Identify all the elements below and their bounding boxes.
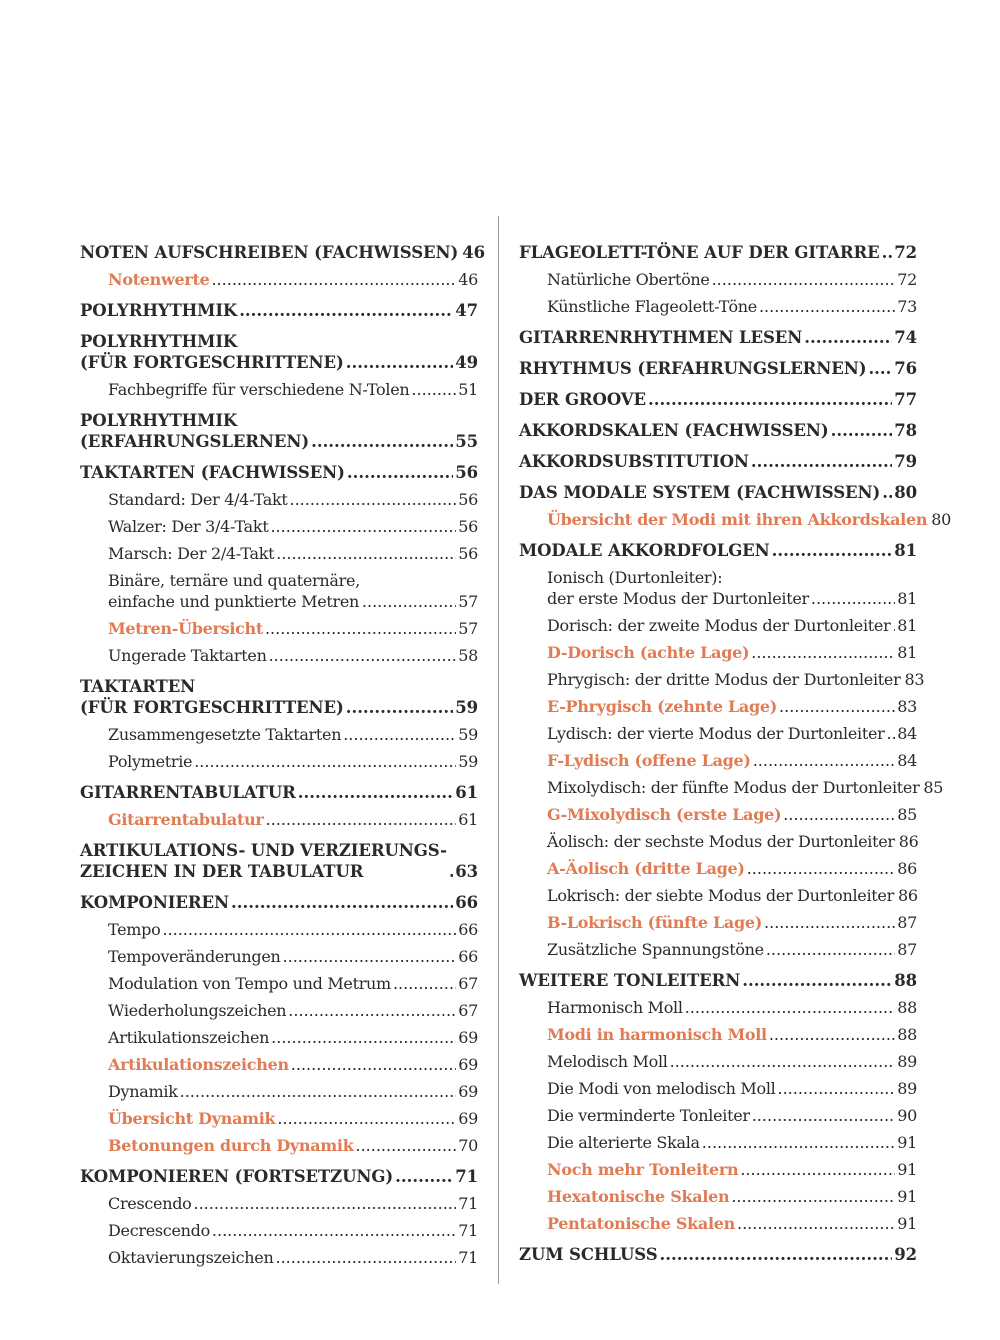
- toc-entry-title: Künstliche Flageolett-Töne: [547, 297, 757, 316]
- toc-page-number: 91: [897, 1133, 917, 1152]
- toc-chapter-entry[interactable]: [519, 420, 917, 441]
- toc-section-entry[interactable]: [80, 919, 478, 940]
- toc-entry-title: Mixolydisch: der fünfte Modus der Durtonleiter: [547, 778, 920, 797]
- toc-entry-title: Artikulationszeichen: [108, 1028, 270, 1047]
- toc-page-number: 69: [458, 1082, 478, 1101]
- toc-section-entry[interactable]: [519, 831, 917, 852]
- toc-section-entry[interactable]: [80, 379, 478, 400]
- dot-leader: [769, 1024, 895, 1045]
- toc-entry-title: F-Lydisch (offene Lage): [547, 751, 751, 770]
- toc-chapter-entry[interactable]: [80, 462, 478, 483]
- dot-leader: [751, 642, 895, 663]
- toc-entry-title: Ionisch (Durtonleiter): der erste Modus der Durtonleiter: [547, 568, 809, 608]
- toc-section-entry[interactable]: [80, 645, 478, 666]
- toc-chapter-entry[interactable]: [80, 676, 478, 718]
- dot-leader: [291, 1054, 456, 1075]
- toc-page-number: 80: [931, 510, 951, 529]
- toc-section-entry[interactable]: [519, 1078, 917, 1099]
- toc-entry-title: Dorisch: der zweite Modus der Durtonleiter: [547, 616, 891, 635]
- toc-entry-title: POLYRHYTHMIK (ERFAHRUNGSLERNEN): [80, 411, 310, 451]
- toc-page-number: 59: [458, 725, 478, 744]
- dot-leader: [882, 242, 893, 263]
- dot-leader: [882, 482, 892, 503]
- toc-entry-title: B-Lokrisch (fünfte Lage): [547, 913, 763, 932]
- toc-page-number: 87: [897, 940, 917, 959]
- toc-entry-title: Modi in harmonisch Moll: [547, 1025, 767, 1044]
- toc-entry-title: RHYTHMUS (ERFAHRUNGSLERNEN): [519, 359, 867, 378]
- dot-leader: [766, 939, 895, 960]
- toc-page-number: 61: [458, 810, 478, 829]
- dot-leader: [194, 751, 456, 772]
- toc-entry-title: POLYRHYTHMIK: [80, 301, 238, 320]
- toc-chapter-entry[interactable]: [519, 327, 917, 348]
- toc-entry-title: TAKTARTEN (FACHWISSEN): [80, 463, 345, 482]
- toc-chapter-entry[interactable]: [80, 892, 478, 913]
- toc-page-number: 67: [458, 974, 478, 993]
- toc-entry-title: ZUM SCHLUSS: [519, 1245, 658, 1264]
- toc-entry-title: Übersicht Dynamik: [108, 1109, 276, 1128]
- toc-section-entry[interactable]: [519, 1132, 917, 1153]
- toc-entry-title: Die verminderte Tonleiter: [547, 1106, 750, 1125]
- dot-leader: [804, 327, 892, 348]
- toc-section-entry[interactable]: [519, 509, 951, 530]
- dot-leader: [740, 1159, 895, 1180]
- dot-leader: [288, 1000, 456, 1021]
- toc-page-number: 56: [458, 517, 478, 536]
- toc-section-entry[interactable]: [80, 570, 478, 612]
- toc-page-number: 46: [462, 243, 485, 262]
- toc-entry-title: AKKORDSUBSTITUTION: [519, 452, 749, 471]
- toc-entry-title: NOTEN AUFSCHREIBEN (FACHWISSEN): [80, 243, 459, 262]
- toc-section-entry[interactable]: [80, 1247, 478, 1268]
- dot-leader: [742, 970, 892, 991]
- dot-leader: [759, 296, 895, 317]
- toc-page-number: 59: [455, 698, 478, 717]
- toc-chapter-entry[interactable]: [519, 389, 917, 410]
- toc-page-number: 88: [894, 971, 917, 990]
- toc-page-number: 72: [897, 270, 917, 289]
- toc-page-number: 81: [897, 616, 917, 635]
- dot-leader: [783, 804, 895, 825]
- toc-section-entry[interactable]: [519, 997, 917, 1018]
- toc-chapter-entry[interactable]: [80, 782, 478, 803]
- toc-entry-title: Äolisch: der sechste Modus der Durtonleiter: [547, 832, 895, 851]
- dot-leader: [180, 1081, 457, 1102]
- toc-section-entry[interactable]: [519, 804, 917, 825]
- toc-chapter-entry[interactable]: [519, 1244, 917, 1265]
- toc-section-entry[interactable]: [80, 618, 478, 639]
- toc-entry-title: A-Äolisch (dritte Lage): [547, 859, 745, 878]
- dot-leader: [211, 269, 456, 290]
- dot-leader: [266, 809, 457, 830]
- toc-chapter-entry[interactable]: [519, 451, 917, 472]
- toc-section-entry[interactable]: [519, 1024, 917, 1045]
- dot-leader: [290, 489, 457, 510]
- dot-leader: [751, 451, 892, 472]
- toc-entry-title: Die alterierte Skala: [547, 1133, 700, 1152]
- toc-page-number: 63: [455, 862, 478, 881]
- toc-entry-title: GITARRENTABULATUR: [80, 783, 296, 802]
- dot-leader: [887, 723, 896, 744]
- toc-page-number: 57: [458, 592, 478, 611]
- toc-right-column: [519, 240, 951, 1265]
- toc-page-number: 46: [458, 270, 478, 289]
- toc-section-entry[interactable]: [519, 1105, 917, 1126]
- toc-section-entry[interactable]: [80, 1108, 478, 1129]
- toc-section-entry[interactable]: [519, 912, 917, 933]
- toc-entry-title: Marsch: Der 2/4-Takt: [108, 544, 275, 563]
- toc-page-number: 85: [897, 805, 917, 824]
- toc-section-entry[interactable]: [80, 489, 478, 510]
- toc-page-number: 90: [897, 1106, 917, 1125]
- toc-section-entry[interactable]: [519, 269, 917, 290]
- toc-page-number: 71: [458, 1194, 478, 1213]
- toc-entry-title: KOMPONIEREN: [80, 893, 229, 912]
- toc-section-entry[interactable]: [80, 751, 478, 772]
- dot-leader: [892, 615, 895, 636]
- toc-section-entry[interactable]: [80, 809, 478, 830]
- toc-entry-title: Natürliche Obertöne: [547, 270, 710, 289]
- toc-chapter-entry[interactable]: [519, 970, 917, 991]
- toc-entry-title: E-Phrygisch (zehnte Lage): [547, 697, 778, 716]
- toc-section-entry[interactable]: [519, 885, 917, 906]
- toc-page-number: 70: [458, 1136, 478, 1155]
- dot-leader: [231, 892, 453, 913]
- toc-page-number: 81: [897, 589, 917, 608]
- toc-page-number: 92: [894, 1245, 917, 1264]
- dot-leader: [660, 1244, 893, 1265]
- toc-chapter-entry[interactable]: [519, 358, 917, 379]
- dot-leader: [702, 1132, 895, 1153]
- dot-leader: [193, 1193, 456, 1214]
- toc-entry-title: GITARRENRHYTHMEN LESEN: [519, 328, 803, 347]
- dot-leader: [811, 588, 895, 609]
- toc-page-number: 72: [894, 243, 917, 262]
- toc-chapter-entry[interactable]: [80, 331, 478, 373]
- toc-entry-title: Oktavierungszeichen: [108, 1248, 274, 1267]
- toc-entry-title: Betonungen durch Dynamik: [108, 1136, 354, 1155]
- toc-page-number: 88: [897, 998, 917, 1017]
- toc-chapter-entry[interactable]: [519, 242, 917, 263]
- toc-page-number: 73: [897, 297, 917, 316]
- dot-leader: [270, 516, 456, 537]
- toc-page-number: 49: [455, 353, 478, 372]
- dot-leader: [753, 750, 896, 771]
- toc-entry-title: Noch mehr Tonleitern: [547, 1160, 739, 1179]
- toc-entry-title: Decrescendo: [108, 1221, 210, 1240]
- toc-page-number: 77: [894, 390, 917, 409]
- toc-page-number: 89: [897, 1052, 917, 1071]
- dot-leader: [362, 591, 456, 612]
- toc-page-number: 56: [455, 463, 478, 482]
- toc-section-entry[interactable]: [80, 946, 478, 967]
- toc-page-number: 55: [455, 432, 478, 451]
- toc-section-entry[interactable]: [519, 1051, 917, 1072]
- toc-entry-title: Wiederholungszeichen: [108, 1001, 287, 1020]
- toc-section-entry[interactable]: [519, 669, 925, 690]
- dot-leader: [276, 543, 456, 564]
- toc-section-entry[interactable]: [80, 1081, 478, 1102]
- dot-leader: [356, 1135, 457, 1156]
- toc-page-number: 91: [897, 1214, 917, 1233]
- toc-chapter-entry[interactable]: [519, 482, 917, 503]
- toc-entry-title: Lydisch: der vierte Modus der Durtonleiter: [547, 724, 885, 743]
- toc-entry-title: G-Mixolydisch (erste Lage): [547, 805, 782, 824]
- dot-leader: [271, 1027, 456, 1048]
- toc-page-number: 85: [923, 778, 944, 797]
- toc-page-number: 91: [897, 1187, 917, 1206]
- toc-page-number: 69: [458, 1055, 478, 1074]
- toc-page-number: 87: [897, 913, 917, 932]
- toc-section-entry[interactable]: [519, 567, 917, 609]
- toc-page-number: 80: [894, 483, 917, 502]
- toc-entry-title: KOMPONIEREN (FORTSETZUNG): [80, 1167, 394, 1186]
- dot-leader: [779, 696, 895, 717]
- toc-page-number: 79: [894, 452, 917, 471]
- toc-entry-title: FLAGEOLETT-TÖNE AUF DER GITARRE: [519, 243, 880, 262]
- dot-leader: [411, 379, 456, 400]
- dot-leader: [731, 1186, 895, 1207]
- toc-section-entry[interactable]: [519, 858, 917, 879]
- toc-entry-title: Zusammengesetzte Taktarten: [108, 725, 342, 744]
- toc-section-entry[interactable]: [80, 724, 478, 745]
- toc-chapter-entry[interactable]: [80, 242, 485, 263]
- toc-entry-title: Fachbegriffe für verschiedene N-Tolen: [108, 380, 410, 399]
- toc-entry-title: Artikulationszeichen: [108, 1055, 289, 1074]
- toc-entry-title: MODALE AKKORDFOLGEN: [519, 541, 770, 560]
- toc-entry-title: ARTIKULATIONS- UND VERZIERUNGS- ZEICHEN IN DER TABULATUR: [80, 841, 447, 881]
- toc-entry-title: WEITERE TONLEITERN: [519, 971, 741, 990]
- toc-page-number: 66: [455, 893, 478, 912]
- toc-page-number: 47: [455, 301, 478, 320]
- toc-page-number: 84: [897, 751, 917, 770]
- toc-page-number: 56: [458, 544, 478, 563]
- toc-page-number: 69: [458, 1109, 478, 1128]
- toc-entry-title: Tempoveränderungen: [108, 947, 281, 966]
- toc-entry-title: Crescendo: [108, 1194, 192, 1213]
- dot-leader: [670, 1051, 896, 1072]
- dot-leader: [648, 389, 892, 410]
- toc-chapter-entry[interactable]: [80, 840, 478, 882]
- dot-leader: [395, 1166, 453, 1187]
- toc-section-entry[interactable]: [80, 1054, 478, 1075]
- dot-leader: [311, 431, 453, 452]
- dot-leader: [752, 1105, 896, 1126]
- toc-page-number: 59: [458, 752, 478, 771]
- dot-leader: [685, 997, 896, 1018]
- toc-page-number: 83: [904, 670, 925, 689]
- toc-section-entry[interactable]: [519, 777, 944, 798]
- toc-chapter-entry[interactable]: [80, 300, 478, 321]
- dot-leader: [162, 919, 456, 940]
- toc-section-entry[interactable]: [519, 1186, 917, 1207]
- toc-section-entry[interactable]: [519, 642, 917, 663]
- dot-leader: [346, 352, 454, 373]
- toc-page-number: 81: [894, 541, 917, 560]
- toc-page-number: 86: [897, 886, 918, 905]
- dot-leader: [298, 782, 453, 803]
- toc-section-entry[interactable]: [519, 296, 917, 317]
- toc-page-number: 78: [894, 421, 917, 440]
- toc-page-number: 57: [458, 619, 478, 638]
- dot-leader: [212, 1220, 456, 1241]
- toc-page-number: 84: [897, 724, 917, 743]
- dot-leader: [449, 861, 453, 882]
- toc-section-entry[interactable]: [80, 543, 478, 564]
- toc-chapter-entry[interactable]: [80, 410, 478, 452]
- dot-leader: [737, 1213, 895, 1234]
- toc-section-entry[interactable]: [519, 696, 917, 717]
- toc-page-number: 74: [894, 328, 917, 347]
- toc-entry-title: Metren-Übersicht: [108, 619, 263, 638]
- toc-page-number: 51: [458, 380, 478, 399]
- toc-section-entry[interactable]: [519, 1213, 917, 1234]
- toc-section-entry[interactable]: [80, 516, 478, 537]
- toc-left-column: [80, 240, 485, 1268]
- toc-entry-title: DER GROOVE: [519, 390, 646, 409]
- toc-section-entry[interactable]: [519, 939, 917, 960]
- toc-section-entry[interactable]: [80, 1000, 478, 1021]
- toc-page-number: 58: [458, 646, 478, 665]
- toc-section-entry[interactable]: [80, 1220, 478, 1241]
- toc-chapter-entry[interactable]: [519, 540, 917, 561]
- toc-section-entry[interactable]: [80, 1027, 478, 1048]
- toc-entry-title: Die Modi von melodisch Moll: [547, 1079, 776, 1098]
- dot-leader: [831, 420, 893, 441]
- toc-entry-title: Zusätzliche Spannungstöne: [547, 940, 764, 959]
- toc-entry-title: Ungerade Taktarten: [108, 646, 267, 665]
- toc-entry-title: D-Dorisch (achte Lage): [547, 643, 750, 662]
- toc-page-number: 88: [897, 1025, 917, 1044]
- toc-page-number: 76: [894, 359, 917, 378]
- column-divider: [498, 216, 499, 1284]
- toc-page-number: 71: [455, 1167, 478, 1186]
- toc-entry-title: POLYRHYTHMIK (FÜR FORTGESCHRITTENE): [80, 332, 344, 372]
- toc-entry-title: Polymetrie: [108, 752, 193, 771]
- toc-chapter-entry[interactable]: [80, 1166, 478, 1187]
- toc-page-number: 86: [898, 832, 919, 851]
- dot-leader: [712, 269, 896, 290]
- dot-leader: [239, 300, 453, 321]
- toc-entry-title: TAKTARTEN (FÜR FORTGESCHRITTENE): [80, 677, 344, 717]
- toc-section-entry[interactable]: [519, 615, 917, 636]
- dot-leader: [347, 462, 453, 483]
- toc-entry-title: Phrygisch: der dritte Modus der Durtonleiter: [547, 670, 901, 689]
- toc-page-number: 69: [458, 1028, 478, 1047]
- toc-entry-title: Standard: Der 4/4-Takt: [108, 490, 288, 509]
- dot-leader: [269, 645, 457, 666]
- dot-leader: [393, 973, 456, 994]
- toc-section-entry[interactable]: [80, 1135, 478, 1156]
- toc-page-number: 83: [897, 697, 917, 716]
- toc-section-entry[interactable]: [519, 1159, 917, 1180]
- toc-page-number: 91: [897, 1160, 917, 1179]
- toc-section-entry[interactable]: [519, 750, 917, 771]
- dot-leader: [868, 358, 892, 379]
- toc-page-number: 56: [458, 490, 478, 509]
- toc-entry-title: Notenwerte: [108, 270, 210, 289]
- toc-entry-title: Lokrisch: der siebte Modus der Durtonleiter: [547, 886, 894, 905]
- toc-page-number: 71: [458, 1248, 478, 1267]
- toc-entry-title: Modulation von Tempo und Metrum: [108, 974, 391, 993]
- toc-page-number: 66: [458, 920, 478, 939]
- toc-section-entry[interactable]: [80, 269, 478, 290]
- toc-page-number: 81: [897, 643, 917, 662]
- toc-page-number: 86: [897, 859, 917, 878]
- dot-leader: [764, 912, 895, 933]
- toc-page-number: 61: [455, 783, 478, 802]
- toc-entry-title: Übersicht der Modi mit ihren Akkordskalen: [547, 510, 928, 529]
- toc-page-number: 67: [458, 1001, 478, 1020]
- dot-leader: [275, 1247, 456, 1268]
- dot-leader: [343, 724, 456, 745]
- toc-entry-title: Hexatonische Skalen: [547, 1187, 730, 1206]
- toc-section-entry[interactable]: [519, 723, 917, 744]
- toc-page-number: 71: [458, 1221, 478, 1240]
- dot-leader: [772, 540, 893, 561]
- toc-page-number: 66: [458, 947, 478, 966]
- toc-entry-title: DAS MODALE SYSTEM (FACHWISSEN): [519, 483, 881, 502]
- toc-page-number: 89: [897, 1079, 917, 1098]
- toc-entry-title: Pentatonische Skalen: [547, 1214, 735, 1233]
- dot-leader: [277, 1108, 456, 1129]
- toc-entry-title: Dynamik: [108, 1082, 178, 1101]
- toc-entry-title: Binäre, ternäre und quaternäre, einfache und punktierte Metren: [108, 571, 360, 611]
- toc-entry-title: Tempo: [108, 920, 161, 939]
- toc-entry-title: Melodisch Moll: [547, 1052, 668, 1071]
- toc-entry-title: Walzer: Der 3/4-Takt: [108, 517, 269, 536]
- toc-section-entry[interactable]: [80, 973, 478, 994]
- toc-entry-title: AKKORDSKALEN (FACHWISSEN): [519, 421, 829, 440]
- dot-leader: [346, 697, 454, 718]
- toc-entry-title: Gitarrentabulatur: [108, 810, 264, 829]
- dot-leader: [265, 618, 456, 639]
- toc-entry-title: Harmonisch Moll: [547, 998, 683, 1017]
- dot-leader: [747, 858, 896, 879]
- dot-leader: [778, 1078, 896, 1099]
- toc-section-entry[interactable]: [80, 1193, 478, 1214]
- dot-leader: [283, 946, 457, 967]
